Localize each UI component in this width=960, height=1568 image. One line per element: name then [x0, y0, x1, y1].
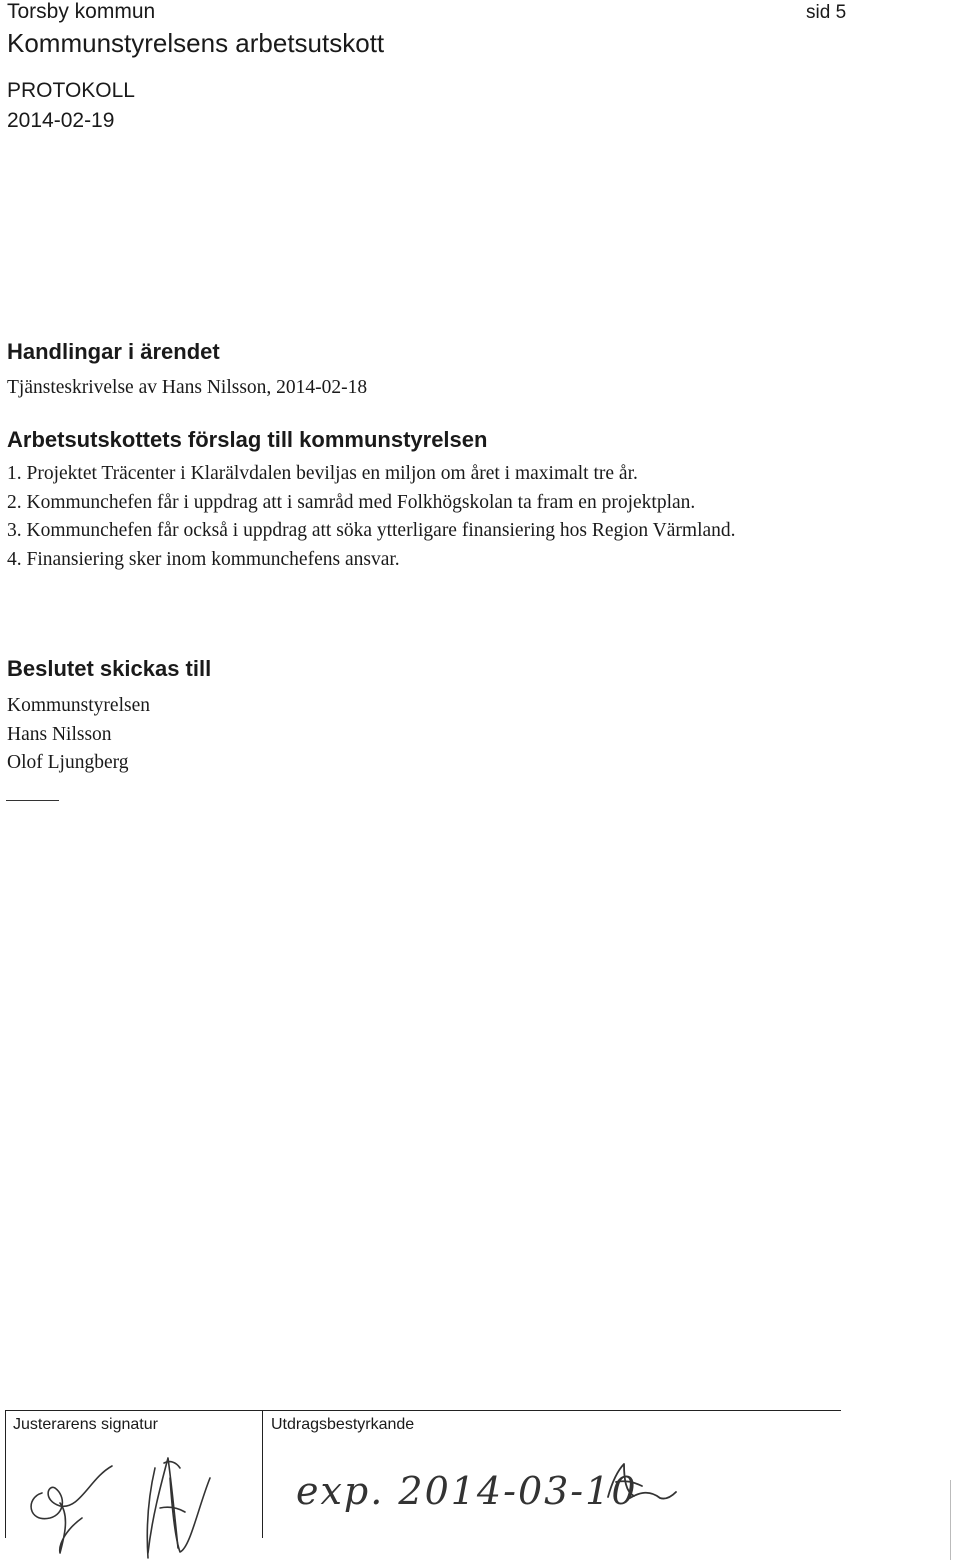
handlingar-text: Tjänsteskrivelse av Hans Nilsson, 2014-02-18	[7, 377, 368, 398]
proposal-item: 3. Kommunchefen får också i uppdrag att söka ytterligare finansiering hos Region Värmland.	[7, 520, 736, 541]
end-divider	[6, 800, 59, 801]
recipient-list	[7, 692, 150, 778]
document-type: PROTOKOLL	[7, 79, 135, 102]
certification-handwriting: exp. 2014-03-10	[296, 1469, 638, 1513]
section-heading-forslag: Arbetsutskottets förslag till kommunstyrelsen	[7, 427, 488, 452]
page-number: sid 5	[806, 2, 847, 23]
section-heading-handlingar: Handlingar i ärendet	[7, 339, 220, 364]
certification-label: Utdragsbestyrkande	[271, 1416, 415, 1433]
organization-name: Torsby kommun	[7, 0, 156, 23]
proposal-item: 1. Projektet Träcenter i Klarälvdalen beviljas en miljon om året i maximalt tre år.	[7, 463, 638, 484]
footer-left-border	[5, 1410, 6, 1538]
department-name: Kommunstyrelsens arbetsutskott	[7, 28, 385, 58]
section-heading-skickas: Beslutet skickas till	[7, 656, 212, 681]
document-date: 2014-02-19	[7, 109, 115, 132]
footer-top-border	[5, 1410, 841, 1411]
footer-divider	[262, 1410, 263, 1538]
signature-label: Justerarens signatur	[13, 1416, 158, 1433]
recipient-item: Hans Nilsson	[7, 723, 112, 745]
scan-edge-line	[950, 1480, 951, 1560]
handwritten-certification-stamp	[290, 1452, 680, 1532]
proposal-list	[7, 460, 807, 574]
recipient-item: Kommunstyrelsen	[7, 695, 150, 716]
handwritten-signatures	[20, 1448, 220, 1563]
recipient-item: Olof Ljungberg	[7, 752, 129, 773]
proposal-item: 2. Kommunchefen får i uppdrag att i samråd med Folkhögskolan ta fram en projektplan.	[7, 491, 696, 513]
proposal-item: 4. Finansiering sker inom kommunchefens ansvar.	[7, 548, 400, 570]
